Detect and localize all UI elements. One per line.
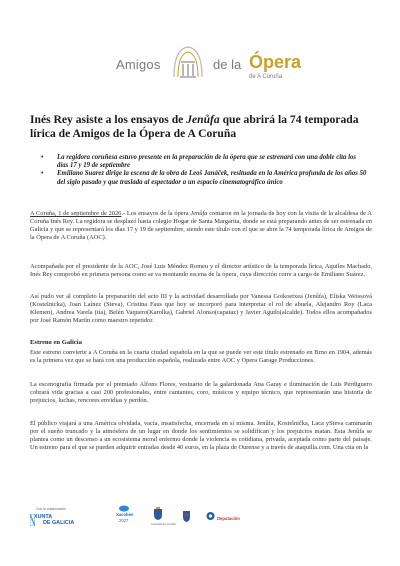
xunta-logo-subtext: DE GALICIA [43, 520, 75, 526]
sponsor-logos [30, 505, 240, 531]
xunta-logo-text: XUNTA [34, 514, 53, 520]
summary-bullet [41, 154, 367, 170]
paragraph-4: Este estreno convierte a A Coruña en la cuarta ciudad española en la que se puede ver este título estrenado en Brno en 1904, además es la primera vez que se hará con una producción española, realizada entre AOC y Opera Garage Producciones. [30, 349, 372, 364]
section-subheading: Estreno en Galicia [30, 339, 82, 346]
deputacion-mark-icon [206, 511, 215, 521]
paragraph-1-text-a: .- Los ensayos de la ópera [121, 210, 191, 217]
title-work: Jenůfa [186, 113, 220, 126]
paragraph-3: Así pudo ver al completo la preparación del acto III y la actividad desarrollada por Vanessa Goikoetxea (Jenůfa), Eliska Weissová (Kostelnicka), Joan Laínez (Steva), Cristina Faus que hoy se incorporó para interpretar el rol de abuela, Alejandro Roy (Laca Klemen), Andrea Varela (tía), Belén Vaquero(Karolka), Gabriel Alonso(capataz) y Javier Agudo(alcalde). Todos ellos acompañados por José Ramón Martín como maestro repetidor. [30, 293, 372, 324]
xacobeo-year: 2027 [119, 518, 129, 523]
concello-crest-icon [153, 507, 163, 521]
logo-text-coruna: de A Coruña [249, 74, 283, 80]
footer-caption: Con la colaboración [36, 507, 66, 511]
article-title [30, 113, 375, 141]
logo-text-opera: Ópera [249, 52, 302, 72]
paragraph-1 [30, 210, 372, 242]
deputacion-logo-text: Deputación [217, 516, 240, 521]
summary-bullets [41, 154, 367, 187]
logo-text-amigos: Amigos [116, 57, 161, 72]
bullet-text: La regidora coruñesa estuvo presente en la preparación de la ópera que se estrenará con una doble cita los días 17 y 19 de septiembre [57, 154, 357, 170]
paragraph-2: Acompañada por el presidente de la AOC, José Luis Méndez Romeu y el director artístico de la temporada lírica, Aquiles Machado, Inés Rey comprobó en primera persona como se va montando escena de la ópera, cuya dirección corre a cargo de Emiliano Suárez. [30, 263, 372, 278]
title-part-2: que abrirá la 74 temporada lírica de Amigos de la Ópera de A Coruña [30, 113, 359, 140]
xacobeo-icon [118, 505, 130, 512]
concello-logo-text: Concello da Coruña [151, 522, 176, 526]
logo-text-dela: de la [213, 57, 242, 72]
paragraph-1-work: Jenůfa [190, 210, 208, 217]
opera-house-icon [171, 45, 205, 81]
paragraph-6: El público viajará a una América olvidada, vacía, insatisfecha, encerrada en sí misma. Jenůfa, Kostelnička, Laca ySteva caminarán por el sueño truncado y la atmósfera de un lugar en donde los sentimientos se solidifican y los prejuicios matan. Esta Jenůfa se plantea como un descenso a un ecosistema moral enfermo donde la violencia es cotidiana, privada, aceptada como parte del paisaje. Un estreno para el que se pueden adquirir entradas desde 40 euros, en la plaza de Ourense y a través de ataquilla.com. Una cita en la [30, 420, 372, 451]
bullet-text: Emiliano Suarez dirige la escena de la obra de Leoš Janáček, resituada en la América profunda de los años 50 del siglo pasado y que traslada al espectador a un espacio cinematográfico único [57, 170, 367, 186]
paragraph-1-text-b: contaron en la jornada de hoy con la visita de la alcaldesa de A Coruña Inés Rey. La regidora se desplazó hasta colegio Hogar de Santa Margarita, donde se está preparando antes de ser estrenada en Galicia y que se representará los días 17 y 19 de septiembre, siendo este título con el que se abre la 74 temporada lírica de Amigos de la Ópera de A Coruña (AOC). [30, 210, 373, 241]
bullet-dot-icon: • [41, 170, 44, 178]
summary-bullet [41, 170, 367, 186]
xacobeo-logo-text: Xacobeo [116, 512, 134, 517]
paragraph-5: La escenografía firmada por el premiado Alfons Flores, vestuario de la galardonada Ana Garay e iluminación de Luis Perdiguero cobrará vida gracias a casi 200 profesionales, entre cantantes, coro, músicos y equipo técnico, que representarán una historia de prejuicios, luchas, rencores envidias y perdón. [30, 381, 372, 404]
title-part-1: Inés Rey asiste a los ensayos de [30, 113, 187, 126]
deputacion-crest-icon [182, 510, 191, 523]
dateline: A Coruña, 1 de septiembre de 2026 [30, 210, 122, 217]
bullet-dot-icon: • [41, 154, 44, 161]
header-logo [0, 44, 400, 90]
